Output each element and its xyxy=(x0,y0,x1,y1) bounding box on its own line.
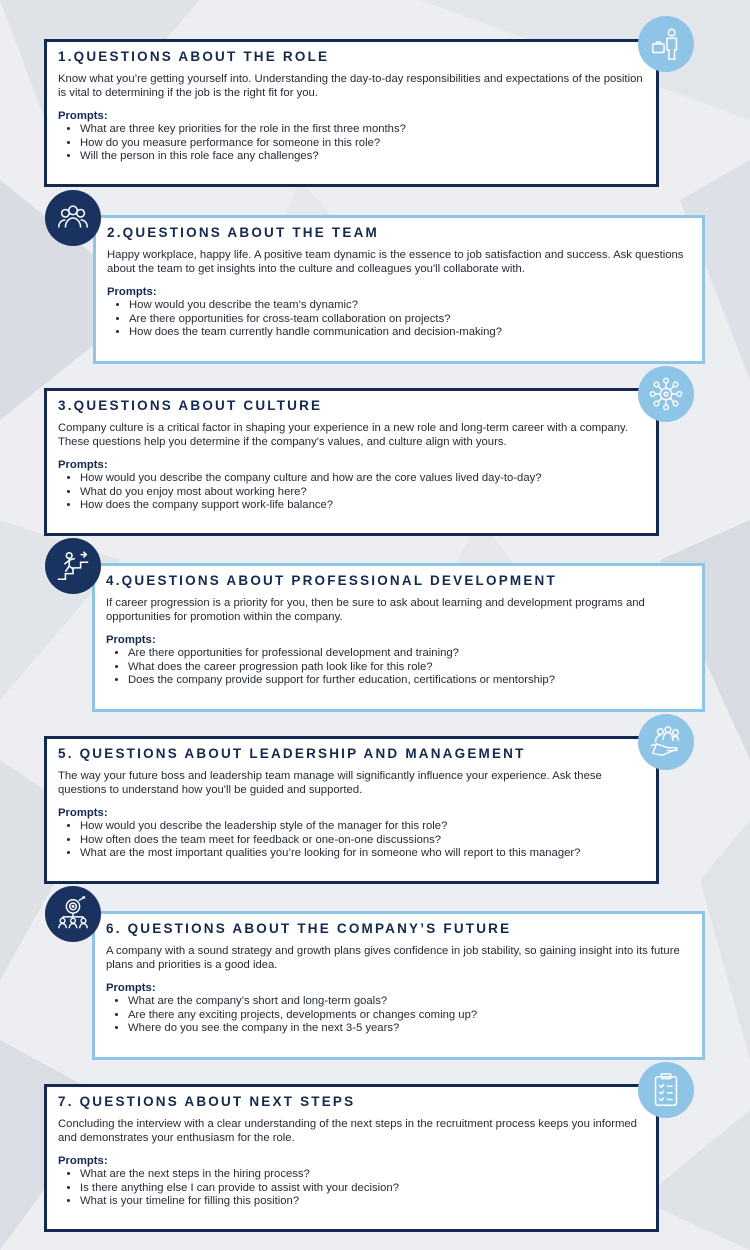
briefcase-person-icon xyxy=(638,16,694,72)
section-intro: The way your future boss and leadership team manage will significantly influence your experience. Ask these questions to understand how you'll be guided and supported. xyxy=(58,770,602,796)
prompts-list xyxy=(58,123,645,164)
section-heading: 3.QUESTIONS ABOUT CULTURE xyxy=(58,398,323,413)
prompts-list xyxy=(58,820,645,861)
prompt-item: • How would you describe the leadership style of the manager for this role? xyxy=(80,820,645,834)
prompt-item: • Where do you see the company in the next 3-5 years? xyxy=(128,1022,691,1036)
prompts-label: Prompts: xyxy=(106,634,156,646)
prompt-item: • Are there opportunities for professional development and training? xyxy=(128,647,691,661)
prompts-list xyxy=(106,647,691,688)
section-professional-development xyxy=(92,563,705,712)
section-intro: A company with a sound strategy and growth plans gives confidence in job stability, so gaining insight into its future plans and priorities is a good idea. xyxy=(106,945,680,971)
prompt-item: • How do you measure performance for someone in this role? xyxy=(80,137,645,151)
team-icon xyxy=(45,190,101,246)
prompts-list xyxy=(58,472,645,513)
prompts-label: Prompts: xyxy=(106,982,156,994)
prompt-item: • What do you enjoy most about working here? xyxy=(80,486,645,500)
section-heading: 1.QUESTIONS ABOUT THE ROLE xyxy=(58,49,330,64)
target-team-icon xyxy=(45,886,101,942)
career-stairs-icon xyxy=(45,538,101,594)
prompt-item: • Does the company provide support for further education, certifications or mentorship? xyxy=(128,674,691,688)
prompts-label: Prompts: xyxy=(58,459,108,471)
hand-support-icon xyxy=(638,714,694,770)
section-intro: Know what you’re getting yourself into. Understanding the day-to-day responsibilities and expectations of the position is vital to determining if the job is the right fit for you. xyxy=(58,73,643,99)
prompts-label: Prompts: xyxy=(58,807,108,819)
prompts-list xyxy=(106,995,691,1036)
section-intro: If career progression is a priority for you, then be sure to ask about learning and development programs and opportunities for promotion within the company. xyxy=(106,597,645,623)
section-heading: 7. QUESTIONS ABOUT NEXT STEPS xyxy=(58,1094,356,1109)
section-company-future xyxy=(92,911,705,1060)
prompt-item: • What is your timeline for filling this position? xyxy=(80,1195,645,1209)
section-heading: 2.QUESTIONS ABOUT THE TEAM xyxy=(107,225,379,240)
prompt-item: • Will the person in this role face any challenges? xyxy=(80,150,645,164)
prompt-item: • Are there any exciting projects, developments or changes coming up? xyxy=(128,1009,691,1023)
section-heading: 5. QUESTIONS ABOUT LEADERSHIP AND MANAGEMENT xyxy=(58,746,526,761)
prompt-item: • Is there anything else I can provide to assist with your decision? xyxy=(80,1182,645,1196)
section-next-steps xyxy=(44,1084,659,1232)
section-intro: Concluding the interview with a clear understanding of the next steps in the recruitment process keeps you informed and demonstrates your enthusiasm for the role. xyxy=(58,1118,637,1144)
prompts-label: Prompts: xyxy=(58,110,108,122)
section-heading: 4.QUESTIONS ABOUT PROFESSIONAL DEVELOPMENT xyxy=(106,573,557,588)
prompt-item: • What are three key priorities for the role in the first three months? xyxy=(80,123,645,137)
section-intro: Company culture is a critical factor in shaping your experience in a new role and long-term career with a company. These questions help you determine if the company's values, and culture align with yours. xyxy=(58,422,628,448)
prompt-item: • How often does the team meet for feedback or one-on-one discussions? xyxy=(80,834,645,848)
prompt-item: • What are the most important qualities you’re looking for in someone who will report to this manager? xyxy=(80,847,645,861)
prompts-label: Prompts: xyxy=(58,1155,108,1167)
prompt-item: • How would you describe the team’s dynamic? xyxy=(129,299,691,313)
checklist-clipboard-icon xyxy=(638,1062,694,1118)
prompts-list xyxy=(107,299,691,340)
section-heading: 6. QUESTIONS ABOUT THE COMPANY’S FUTURE xyxy=(106,921,512,936)
prompt-item: • What does the career progression path look like for this role? xyxy=(128,661,691,675)
section-role xyxy=(44,39,659,187)
network-gear-icon xyxy=(638,366,694,422)
prompt-item: • What are the next steps in the hiring process? xyxy=(80,1168,645,1182)
prompt-item: • How does the company support work-life balance? xyxy=(80,499,645,513)
prompt-item: • How does the team currently handle communication and decision-making? xyxy=(129,326,691,340)
section-intro: Happy workplace, happy life. A positive team dynamic is the essence to job satisfaction and success. Ask questions about the team to get insights into the culture and colleagues you'll collaborate with. xyxy=(107,249,684,275)
prompts-label: Prompts: xyxy=(107,286,157,298)
prompt-item: • What are the company’s short and long-term goals? xyxy=(128,995,691,1009)
prompt-item: • How would you describe the company culture and how are the core values lived day-to-day? xyxy=(80,472,645,486)
section-culture xyxy=(44,388,659,536)
prompt-item: • Are there opportunities for cross-team collaboration on projects? xyxy=(129,313,691,327)
section-leadership xyxy=(44,736,659,884)
section-team xyxy=(93,215,705,364)
prompts-list xyxy=(58,1168,645,1209)
